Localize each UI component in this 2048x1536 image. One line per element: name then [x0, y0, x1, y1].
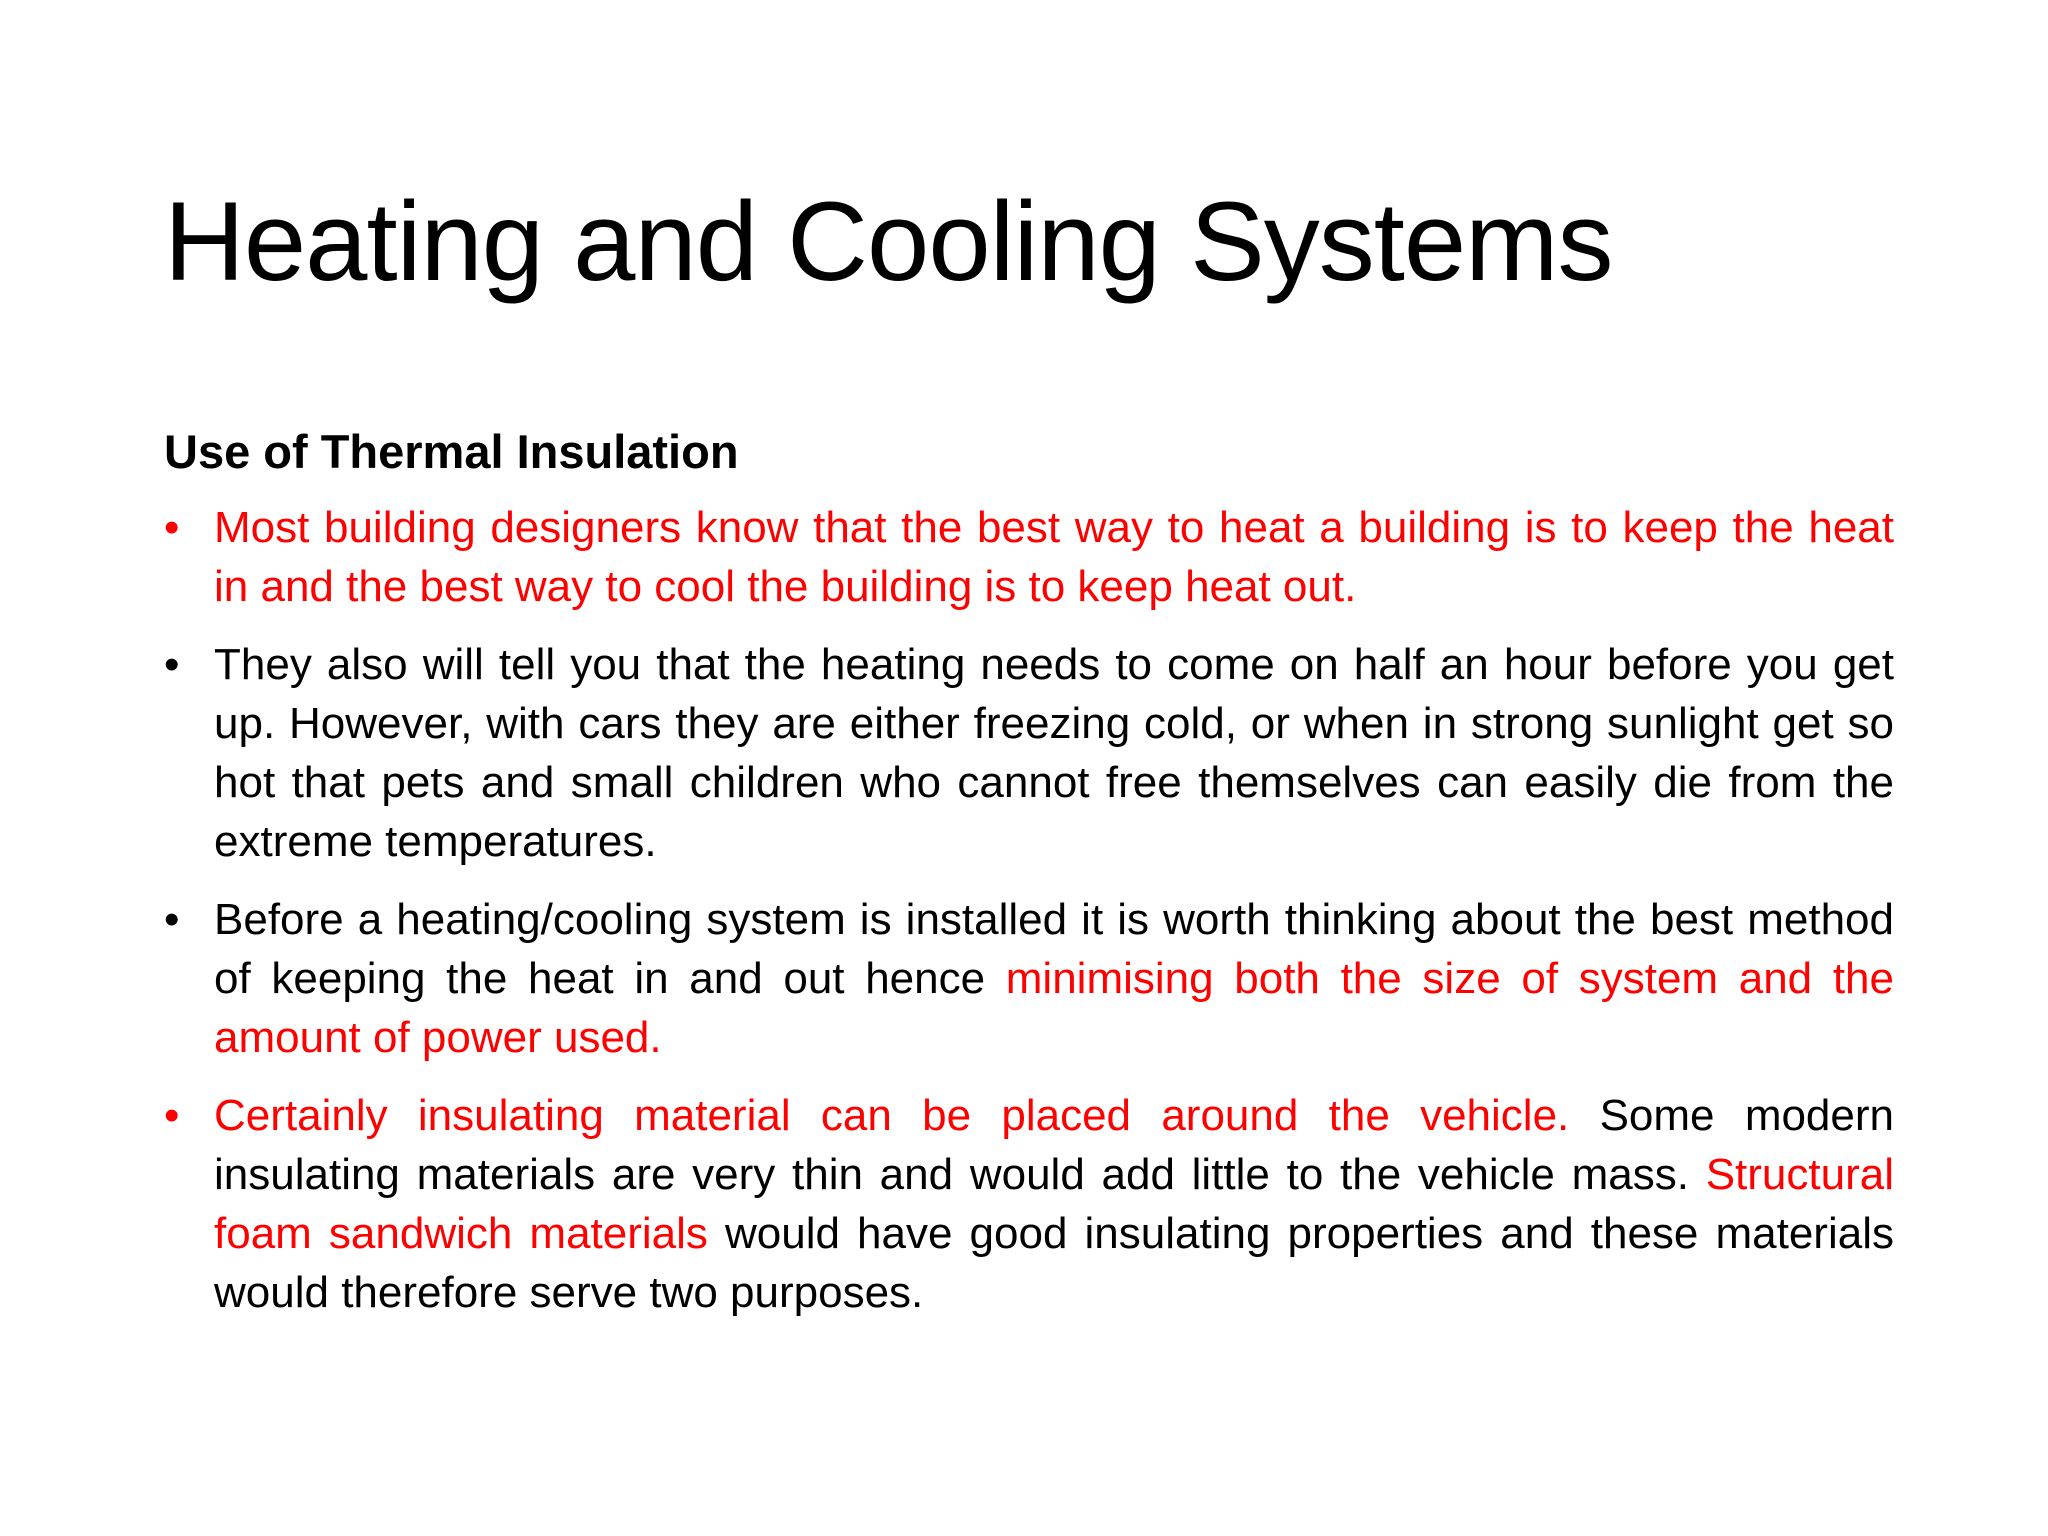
bullet-marker: • [164, 1091, 180, 1140]
bullet-marker: • [164, 640, 180, 689]
bullet-marker: • [164, 503, 180, 552]
section-heading: Use of Thermal Insulation [164, 425, 739, 478]
bullet-marker: • [164, 895, 180, 944]
bullet-text: Some modern insulating materials are very thin and would add little to the vehicle mass. [214, 1091, 1894, 1199]
bullet-text: would have good insulating properties and these materials would therefore serve two purposes. [214, 1209, 1894, 1317]
bullet-text: They also will tell you that the heating needs to come on half an hour before you get up. However, with cars they are either freezing cold, or when in strong sunlight get so hot that pets and small children who cannot free themselves can easily die from the extreme temperatures. [214, 640, 1894, 866]
bullet-text-highlight: Structural foam sandwich materials [214, 1150, 1894, 1258]
bullet-item [164, 635, 1894, 871]
bullet-item [164, 1086, 1894, 1322]
bullet-item [164, 498, 1894, 616]
bullet-list [164, 498, 1894, 1322]
bullet-item [164, 890, 1894, 1067]
slide-title: Heating and Cooling Systems [164, 179, 1613, 304]
bullet-text: Before a heating/cooling system is installed it is worth thinking about the best method of keeping the heat in and out hence [214, 895, 1894, 1003]
slide-body [164, 420, 1894, 1341]
bullet-text-highlight: minimising both the size of system and the amount of power used. [214, 954, 1894, 1062]
bullet-text-highlight: Certainly insulating material can be placed around the vehicle. [214, 1091, 1570, 1140]
bullet-text-highlight: Most building designers know that the best way to heat a building is to keep the heat in and the best way to cool the building is to keep heat out. [214, 503, 1894, 611]
